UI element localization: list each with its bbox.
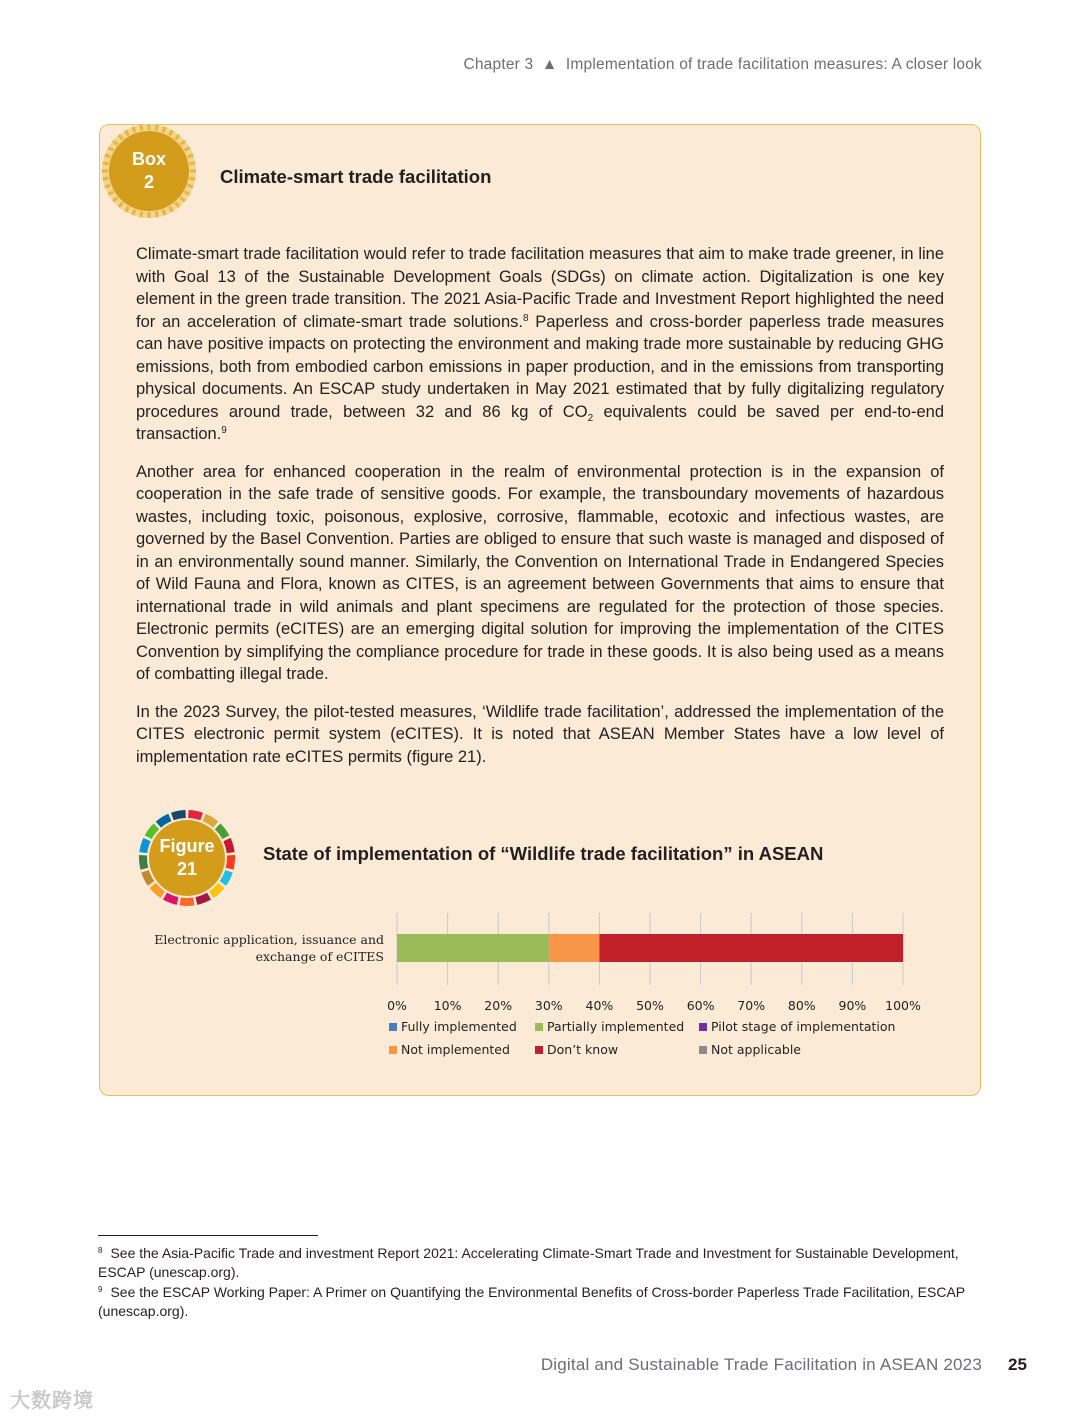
box-badge: [101, 123, 197, 219]
footnote-ref-8: 8: [523, 312, 529, 324]
bar-segment-not-implemented: [549, 934, 600, 962]
legend-swatch: [389, 1046, 397, 1054]
legend-label: Don’t know: [547, 1042, 619, 1057]
triangle-icon: ▲: [541, 56, 558, 73]
category-label: exchange of eCITES: [255, 949, 384, 964]
page-number: 25: [1008, 1355, 1027, 1374]
footer-publication-title: Digital and Sustainable Trade Facilitation in ASEAN 2023: [540, 1355, 982, 1374]
bar-segment-partially-implemented: [397, 934, 549, 962]
figure-badge-label: Figure: [159, 836, 215, 856]
x-tick-label: 90%: [838, 998, 867, 1013]
figure-21-chart: [150, 905, 940, 1075]
box-title: Climate-smart trade facilitation: [220, 166, 492, 187]
x-tick-label: 50%: [636, 998, 664, 1013]
x-tick-label: 40%: [585, 998, 614, 1013]
x-tick-label: 10%: [433, 998, 462, 1013]
box-badge-number: 2: [143, 172, 154, 192]
x-tick-label: 20%: [484, 998, 513, 1013]
x-tick-label: 70%: [737, 998, 766, 1013]
legend-label: Pilot stage of implementation: [711, 1019, 896, 1034]
legend-swatch: [535, 1046, 543, 1054]
x-tick-label: 80%: [787, 998, 816, 1013]
footnote-ref-9: 9: [221, 425, 227, 436]
legend-label: Not applicable: [711, 1042, 801, 1057]
running-head: [463, 56, 982, 74]
bar-segment-don-t-know: [599, 934, 903, 962]
section-label: Implementation of trade facilitation measures: A closer look: [565, 56, 982, 73]
legend-swatch: [389, 1023, 397, 1031]
footnote-9: $^9$ See the ESCAP Working Paper: A Primer on Quantifying the Environmental Benefits of Cross-border Paperless Trade Facilitation, ESCAP (unescap.org).: [98, 1284, 965, 1319]
legend-swatch: [535, 1023, 543, 1031]
stacked-bar-chart: [150, 905, 940, 1075]
figure-badge: [139, 810, 235, 906]
x-tick-label: 0%: [387, 998, 407, 1013]
category-label: Electronic application, issuance and: [154, 932, 384, 947]
x-tick-label: 60%: [686, 998, 715, 1013]
chapter-label: Chapter 3: [463, 56, 534, 73]
footnotes: [98, 1242, 982, 1320]
paragraph-1: Climate-smart trade facilitation would refer to trade facilitation measures that aim to make trade greener, in line with Goal 13 of the Sustainable Development Goals (SDGs) on climate action. Digitalization is one key element in the green trade transition. The 2021 Asia-Pacific Trade and Investment Report highlighted the need for an acceleration of climate-smart trade solutions.$^8$ Paperless and cross-border paperless trade measures can have positive impacts on protecting the environment and making trade more sustainable by reducing GHG emissions, both from embodied carbon emissions in paper production, and in the emissions from transporting physical documents. An ESCAP study undertaken in May 2021 estimated that by fully digitalizing regulatory procedures around trade, between 32 and 86 kg of $CO_2$ equivalents could be saved per end-to-end transaction.$^9$: [136, 245, 945, 443]
figure-title: State of implementation of “Wildlife trade facilitation” in ASEAN: [263, 843, 824, 864]
legend-swatch: [699, 1046, 707, 1054]
footnote-8: $^8$ See the Asia-Pacific Trade and investment Report 2021: Accelerating Climate-Smart Trade and Investment for Sustainable Development, ESCAP (unescap.org).: [98, 1245, 959, 1280]
watermark: 大数跨境: [10, 1390, 94, 1412]
legend-swatch: [699, 1023, 707, 1031]
co2-subscript: 2: [587, 412, 594, 424]
paragraph-2: Another area for enhanced cooperation in the realm of environmental protection is in the expansion of cooperation in the safe trade of sensitive goods. For example, the transboundary movements of hazardous wastes, including toxic, poisonous, explosive, corrosive, flammable, ecotoxic and infectious wastes, are governed by the Basel Convention. Parties are obliged to ensure that such waste is managed and disposed of in an environmentally sound manner. Similarly, the Convention on International Trade in Endangered Species of Wild Fauna and Flora, known as CITES, is an agreement between Governments that aims to ensure that international trade in wild animals and plant specimens are regulated for the protection of those species. Electronic permits (eCITES) are an emerging digital solution for improving the implementation of the CITES Convention by simplifying the compliance procedure for trade in these goods. It is also being used as a means of combatting illegal trade.: [136, 462, 944, 683]
legend-label: Fully implemented: [401, 1019, 517, 1034]
paragraph-3: In the 2023 Survey, the pilot-tested measures, ‘Wildlife trade facilitation’, addressed the implementation of the CITES electronic permit system (eCITES). It is noted that ASEAN Member States have a low level of implementation rate eCITES permits (figure 21).: [136, 702, 944, 766]
x-tick-label: 30%: [534, 998, 563, 1013]
legend-label: Not implemented: [401, 1042, 510, 1057]
footnote-divider: [98, 1235, 318, 1236]
figure-badge-number: 21: [176, 859, 198, 879]
x-tick-label: 100%: [885, 998, 921, 1013]
box-body: [136, 243, 944, 783]
legend-label: Partially implemented: [547, 1019, 685, 1034]
box-badge-label: Box: [131, 149, 166, 169]
